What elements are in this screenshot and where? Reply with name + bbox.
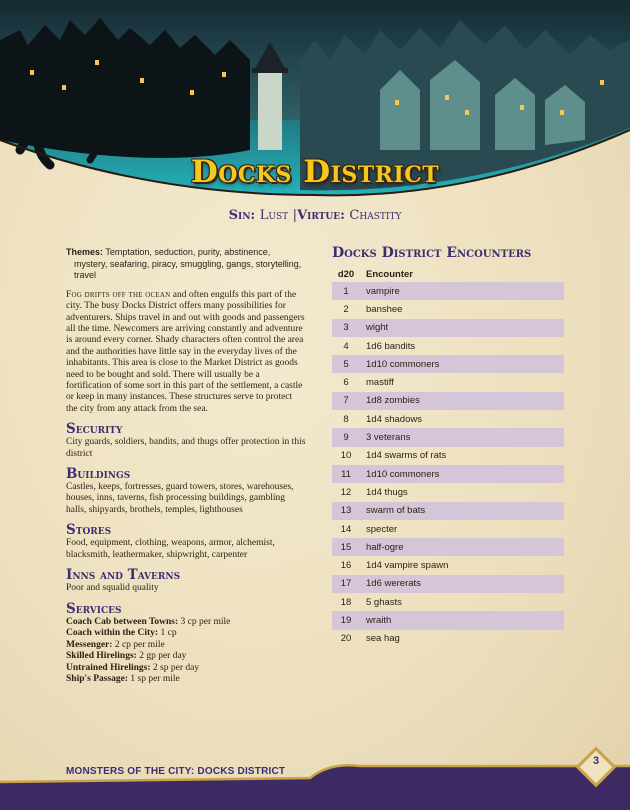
- table-row: [332, 593, 564, 611]
- encounters-title: Docks District Encounters: [332, 245, 532, 261]
- service-label: Skilled Hirelings:: [66, 651, 137, 662]
- service-item: [66, 640, 306, 652]
- roll-cell: 16: [340, 560, 352, 572]
- inns-text: Poor and squalid quality: [66, 583, 159, 594]
- roll-cell: 9: [332, 428, 360, 446]
- roll-cell: 6: [343, 377, 349, 389]
- roll-cell: 14: [340, 523, 352, 535]
- sin-separator: |: [292, 208, 298, 223]
- stores-heading: Stores: [66, 522, 112, 539]
- encounter-cell: wight: [360, 319, 564, 337]
- service-value: 3 cp per mile: [178, 616, 231, 627]
- table-row: [332, 611, 564, 629]
- service-label: Messenger:: [66, 639, 113, 650]
- table-row: [332, 410, 564, 428]
- intro-lead: Fog drifts off the ocean: [66, 289, 171, 300]
- roll-cell: 13: [332, 502, 360, 520]
- service-label: Coach within the City:: [66, 628, 159, 639]
- encounter-cell: 1d4 thugs: [366, 486, 408, 498]
- encounter-cell: sea hag: [366, 633, 400, 645]
- roll-cell: 20: [340, 633, 352, 645]
- encounter-cell: 1d4 vampire spawn: [366, 560, 449, 572]
- encounter-cell: 1d6 bandits: [366, 340, 416, 352]
- encounter-cell: 1d6 wererats: [360, 575, 564, 593]
- themes-paragraph: [66, 247, 306, 282]
- encounter-cell: 1d10 commoners: [360, 465, 564, 483]
- service-item: [66, 663, 306, 675]
- encounter-cell: wraith: [360, 611, 564, 629]
- table-row: [332, 282, 564, 300]
- virtue-value: Chastity: [349, 208, 402, 223]
- left-column: [66, 247, 306, 686]
- roll-cell: 11: [332, 465, 360, 483]
- sin-virtue-line: [0, 208, 630, 223]
- service-item: [66, 617, 306, 629]
- table-row: [332, 319, 564, 337]
- table-row: [332, 575, 564, 593]
- services-list: [66, 617, 306, 687]
- roll-cell: 18: [340, 596, 352, 608]
- roll-cell: 15: [332, 538, 360, 556]
- roll-cell: 10: [340, 450, 352, 462]
- roll-cell: 2: [343, 303, 349, 315]
- encounter-cell: specter: [366, 523, 398, 535]
- intro-paragraph: [66, 290, 306, 415]
- virtue-label: Virtue:: [297, 208, 345, 223]
- roll-cell: 19: [332, 611, 360, 629]
- table-row: [332, 428, 564, 446]
- table-row: [332, 556, 564, 574]
- themes-label: Themes:: [66, 247, 104, 257]
- encounter-cell: 1d4 shadows: [366, 413, 422, 425]
- page-title: Docks District: [190, 154, 440, 190]
- encounters-table: [332, 266, 564, 648]
- roll-cell: 1: [332, 282, 360, 300]
- roll-cell: 12: [340, 486, 352, 498]
- table-row: [332, 447, 564, 465]
- roll-cell: 7: [332, 392, 360, 410]
- encounter-cell: banshee: [366, 303, 403, 315]
- footer-running-title: MONSTERS OF THE CITY: DOCKS DISTRICT: [66, 766, 286, 777]
- roll-cell: 4: [343, 340, 349, 352]
- intro-text: and often engulfs this part of the city. The busy Docks District offers many possibilities for adventurers. Ships travel in and out with goods and passengers all the time. Newcomers are arriving constantly and adventure is around every corner. Shady characters often control the area and the authorities have little say in the everyday lives of the inhabitants. This area is close to the Market District as goods need to be bought and sold. There will usually be a fortification of some sort in this part of the settlement, a castle or keep in many instances. These structures serve to protect the city from any attack from the sea.: [66, 289, 305, 414]
- table-row: [332, 630, 564, 648]
- encounter-cell: swarm of bats: [360, 502, 564, 520]
- table-row: [332, 483, 564, 501]
- service-label: Untrained Hirelings:: [66, 662, 151, 673]
- table-header-row: [332, 266, 564, 282]
- service-value: 1 sp per mile: [128, 674, 180, 685]
- encounter-cell: 5 ghasts: [366, 596, 402, 608]
- service-value: 2 gp per day: [136, 651, 187, 662]
- roll-cell: 8: [343, 413, 349, 425]
- table-row: [332, 538, 564, 556]
- encounter-cell: half-ogre: [360, 538, 564, 556]
- encounter-cell: vampire: [360, 282, 564, 300]
- table-row: [332, 520, 564, 538]
- encounter-cell: 1d10 commoners: [360, 355, 564, 373]
- sin-label: Sin:: [228, 208, 256, 223]
- service-item: [66, 628, 306, 640]
- service-value: 2 cp per mile: [112, 639, 165, 650]
- security-text: City guards, soldiers, bandits, and thugs offer protection in this district: [66, 437, 306, 459]
- service-item: [66, 651, 306, 663]
- table-row: [332, 392, 564, 410]
- page-number: 3: [592, 755, 600, 767]
- encounter-cell: 1d4 swarms of rats: [366, 450, 447, 462]
- inns-heading: Inns and Taverns: [66, 567, 181, 584]
- service-label: Ship's Passage:: [66, 674, 129, 685]
- service-value: 2 sp per day: [150, 662, 200, 673]
- table-row: [332, 355, 564, 373]
- buildings-text: Castles, keeps, fortresses, guard towers, stores, warehouses, houses, inns, taverns, fish processing buildings, gambling halls, shipyards, brothels, temples, lighthouses: [66, 482, 294, 515]
- table-row: [332, 373, 564, 391]
- encounter-cell: 1d8 zombies: [360, 392, 564, 410]
- encounter-cell: 3 veterans: [360, 428, 564, 446]
- table-row: [332, 300, 564, 318]
- column-header-die: d20: [337, 268, 355, 280]
- table-row: [332, 502, 564, 520]
- service-value: 1 cp: [158, 628, 177, 639]
- column-header-encounter: Encounter: [366, 268, 413, 280]
- services-heading: Services: [66, 600, 122, 617]
- table-row: [332, 465, 564, 483]
- security-heading: Security: [66, 421, 123, 438]
- buildings-heading: Buildings: [66, 466, 131, 483]
- sin-value: Lust: [259, 208, 289, 223]
- stores-text: Food, equipment, clothing, weapons, armor, alchemist, blacksmith, leathermaker, shipwright, carpenter: [66, 538, 275, 560]
- roll-cell: 5: [332, 355, 360, 373]
- service-label: Coach Cab between Towns:: [66, 616, 179, 627]
- roll-cell: 3: [332, 319, 360, 337]
- service-item: [66, 674, 306, 686]
- themes-text: Temptation, seduction, purity, abstinence, mystery, seafaring, piracy, smuggling, gangs, storytelling, travel: [74, 247, 302, 281]
- encounter-cell: mastiff: [366, 377, 394, 389]
- roll-cell: 17: [332, 575, 360, 593]
- table-row: [332, 337, 564, 355]
